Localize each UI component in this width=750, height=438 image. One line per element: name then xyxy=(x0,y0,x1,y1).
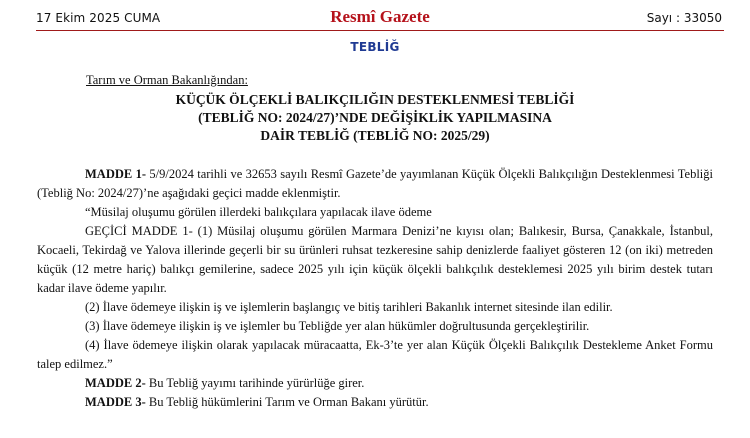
article-1-label: MADDE 1- xyxy=(85,167,147,181)
temporary-article-text: (1) Müsilaj oluşumu görülen Marmara Denizi’ne kıyısı olan; Balıkesir, Bursa, Çanakkale, İstanbul, Kocaeli, Tekirdağ ve Yalova illerinde geçerli bir su ürünleri ruhsat tezkeresine sahip denizlerde faaliyet gösteren 12 (on iki) metreden küçük (12 metre hariç) balıkçı gemilerine, sadece 2025 yılı için küçük ölçekli balıkçılık desteklemesi 2025 yılı birim destek tutarı kadar ilave ödeme yapılır. xyxy=(37,224,713,295)
article-2-label: MADDE 2- xyxy=(85,376,146,390)
temporary-article-label: GEÇİCİ MADDE 1- xyxy=(85,224,193,238)
article-1 xyxy=(37,165,713,203)
ministry-line: Tarım ve Orman Bakanlığından: xyxy=(86,73,248,87)
article-3-text: Bu Tebliğ hükümlerini Tarım ve Orman Bakanı yürütür. xyxy=(145,395,429,409)
gazette-header xyxy=(36,6,724,31)
section-heading: TEBLİĞ xyxy=(350,40,400,54)
regulation-title-line-2: (TEBLİĞ NO: 2024/27)’NDE DEĞİŞİKLİK YAPILMASINA xyxy=(198,110,552,125)
regulation-title-line-3: DAİR TEBLİĞ (TEBLİĞ NO: 2025/29) xyxy=(260,128,490,143)
article-1-text: 5/9/2024 tarihli ve 32653 sayılı Resmî Gazete’de yayımlanan Küçük Ölçekli Balıkçılığın Desteklenmesi Tebliği (Tebliğ No: 2024/27)’ne aşağıdaki geçici madde eklenmiştir. xyxy=(37,167,713,200)
article-3-label: MADDE 3- xyxy=(85,395,146,409)
issue-number: Sayı : 33050 xyxy=(646,11,722,25)
paragraph-4: (4) İlave ödemeye ilişkin olarak yapılacak müracaatta, Ek-3’te yer alan Küçük Ölçekli Balıkçılık Destekleme Anket Formu talep edilmez.” xyxy=(37,338,713,371)
regulation-title-line-1: KÜÇÜK ÖLÇEKLİ BALIKÇILIĞIN DESTEKLENMESİ TEBLİĞİ xyxy=(175,92,575,107)
issue-date: 17 Ekim 2025 CUMA xyxy=(36,11,161,25)
article-2-text: Bu Tebliğ yayımı tarihinde yürürlüğe girer. xyxy=(145,376,365,390)
paragraph-2: (2) İlave ödemeye ilişkin iş ve işlemlerin başlangıç ve bitiş tarihleri Bakanlık internet sitesinde ilan edilir. xyxy=(85,300,613,314)
quote-heading: “Müsilaj oluşumu görülen illerdeki balıkçılara yapılacak ilave ödeme xyxy=(85,205,432,219)
article-3 xyxy=(37,393,713,412)
gazette-title: Resmî Gazete xyxy=(330,7,430,26)
temporary-article-1 xyxy=(37,222,713,298)
paragraph-3: (3) İlave ödemeye ilişkin iş ve işlemler bu Tebliğde yer alan hükümler doğrultusunda gerçekleştirilir. xyxy=(85,319,590,333)
article-2 xyxy=(37,374,713,393)
